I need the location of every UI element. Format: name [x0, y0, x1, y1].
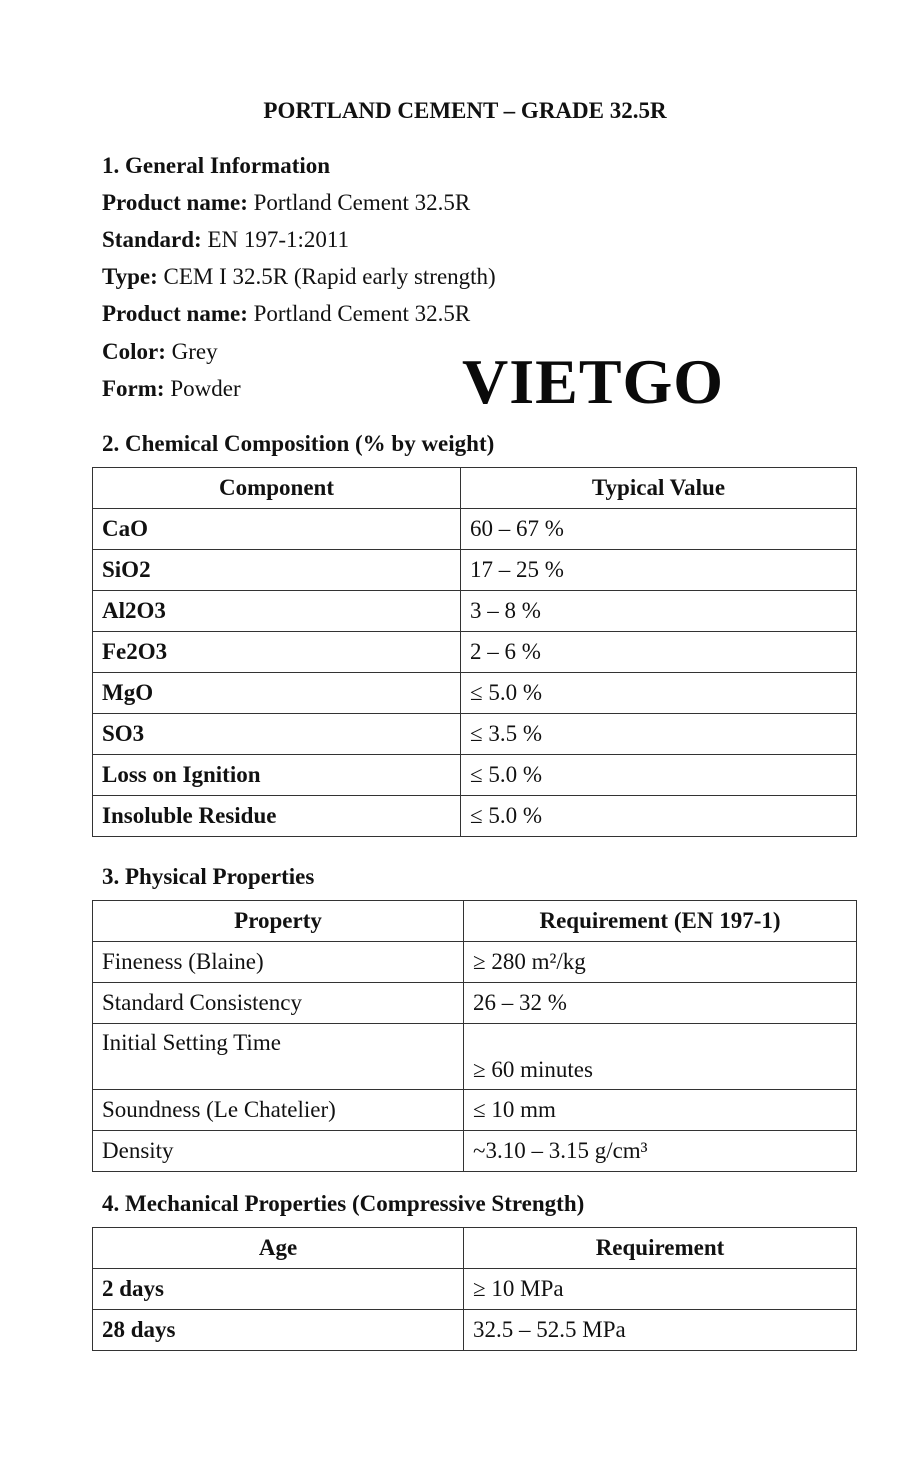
- table-row: [93, 714, 857, 755]
- table-row: [93, 509, 857, 550]
- component-cell: MgO: [93, 673, 461, 714]
- table-header-row: [93, 1228, 857, 1269]
- info-label: Type:: [102, 264, 158, 289]
- general-info-heading: 1. General Information: [102, 153, 331, 178]
- value-cell: ≤ 3.5 %: [461, 714, 857, 755]
- component-cell: SO3: [93, 714, 461, 755]
- table-header-row: [93, 901, 857, 942]
- info-line-type: [102, 264, 496, 290]
- info-line-product-name: [102, 190, 470, 216]
- value-cell: 60 – 67 %: [461, 509, 857, 550]
- value-cell: ≤ 5.0 %: [461, 755, 857, 796]
- table-row: [93, 591, 857, 632]
- component-cell: Al2O3: [93, 591, 461, 632]
- requirement-cell: ~3.10 – 3.15 g/cm³: [464, 1131, 857, 1172]
- requirement-cell: ≥ 280 m²/kg: [464, 942, 857, 983]
- table-header-row: [93, 468, 857, 509]
- info-value: EN 197-1:2011: [201, 227, 350, 252]
- info-label: Product name:: [102, 301, 248, 326]
- age-cell: 28 days: [93, 1310, 464, 1351]
- info-value: CEM I 32.5R (Rapid early strength): [157, 264, 496, 289]
- chemical-composition-table: [92, 467, 857, 837]
- column-header: Property: [93, 901, 464, 942]
- table-row: [93, 1310, 857, 1351]
- table-row: [93, 550, 857, 591]
- requirement-cell: ≥ 60 minutes: [464, 1024, 857, 1090]
- vietgo-watermark-logo: VIETGO: [462, 346, 725, 417]
- component-cell: Insoluble Residue: [93, 796, 461, 837]
- column-header: Requirement: [464, 1228, 857, 1269]
- table-row: [93, 1269, 857, 1310]
- requirement-cell: ≥ 10 MPa: [464, 1269, 857, 1310]
- table-row: [93, 632, 857, 673]
- table-row: [93, 1024, 857, 1090]
- mechanical-properties-table: [92, 1227, 857, 1351]
- info-line-color: [102, 339, 218, 365]
- info-value: Grey: [165, 339, 218, 364]
- physical-properties-heading: 3. Physical Properties: [102, 864, 315, 889]
- value-cell: ≤ 5.0 %: [461, 796, 857, 837]
- component-cell: CaO: [93, 509, 461, 550]
- info-line-standard: [102, 227, 349, 253]
- column-header: Age: [93, 1228, 464, 1269]
- info-label: Product name:: [102, 190, 248, 215]
- value-cell: ≤ 5.0 %: [461, 673, 857, 714]
- requirement-cell: 32.5 – 52.5 MPa: [464, 1310, 857, 1351]
- table-row: [93, 755, 857, 796]
- value-cell: 2 – 6 %: [461, 632, 857, 673]
- property-cell: Initial Setting Time: [93, 1024, 464, 1090]
- info-value: Portland Cement 32.5R: [247, 190, 471, 215]
- info-value: Powder: [164, 376, 241, 401]
- value-cell: 17 – 25 %: [461, 550, 857, 591]
- component-cell: SiO2: [93, 550, 461, 591]
- document-title: PORTLAND CEMENT – GRADE 32.5R: [263, 98, 667, 123]
- info-label: Color:: [102, 339, 166, 364]
- chemical-composition-heading: 2. Chemical Composition (% by weight): [102, 431, 495, 456]
- table-row: [93, 1131, 857, 1172]
- physical-properties-table: [92, 900, 857, 1172]
- column-header: Component: [93, 468, 461, 509]
- mechanical-properties-heading: 4. Mechanical Properties (Compressive Strength): [102, 1191, 585, 1216]
- table-row: [93, 796, 857, 837]
- property-cell: Standard Consistency: [93, 983, 464, 1024]
- value-cell: 3 – 8 %: [461, 591, 857, 632]
- column-header: Requirement (EN 197-1): [464, 901, 857, 942]
- requirement-cell: ≤ 10 mm: [464, 1090, 857, 1131]
- table-row: [93, 1090, 857, 1131]
- info-value: Portland Cement 32.5R: [247, 301, 471, 326]
- table-row: [93, 673, 857, 714]
- info-line-form: [102, 376, 241, 402]
- property-cell: Fineness (Blaine): [93, 942, 464, 983]
- property-cell: Density: [93, 1131, 464, 1172]
- component-cell: Loss on Ignition: [93, 755, 461, 796]
- info-label: Standard:: [102, 227, 202, 252]
- property-cell: Soundness (Le Chatelier): [93, 1090, 464, 1131]
- table-row: [93, 942, 857, 983]
- info-label: Form:: [102, 376, 165, 401]
- component-cell: Fe2O3: [93, 632, 461, 673]
- table-row: [93, 983, 857, 1024]
- requirement-cell: 26 – 32 %: [464, 983, 857, 1024]
- info-line-product-name-2: [102, 301, 470, 327]
- column-header: Typical Value: [461, 468, 857, 509]
- age-cell: 2 days: [93, 1269, 464, 1310]
